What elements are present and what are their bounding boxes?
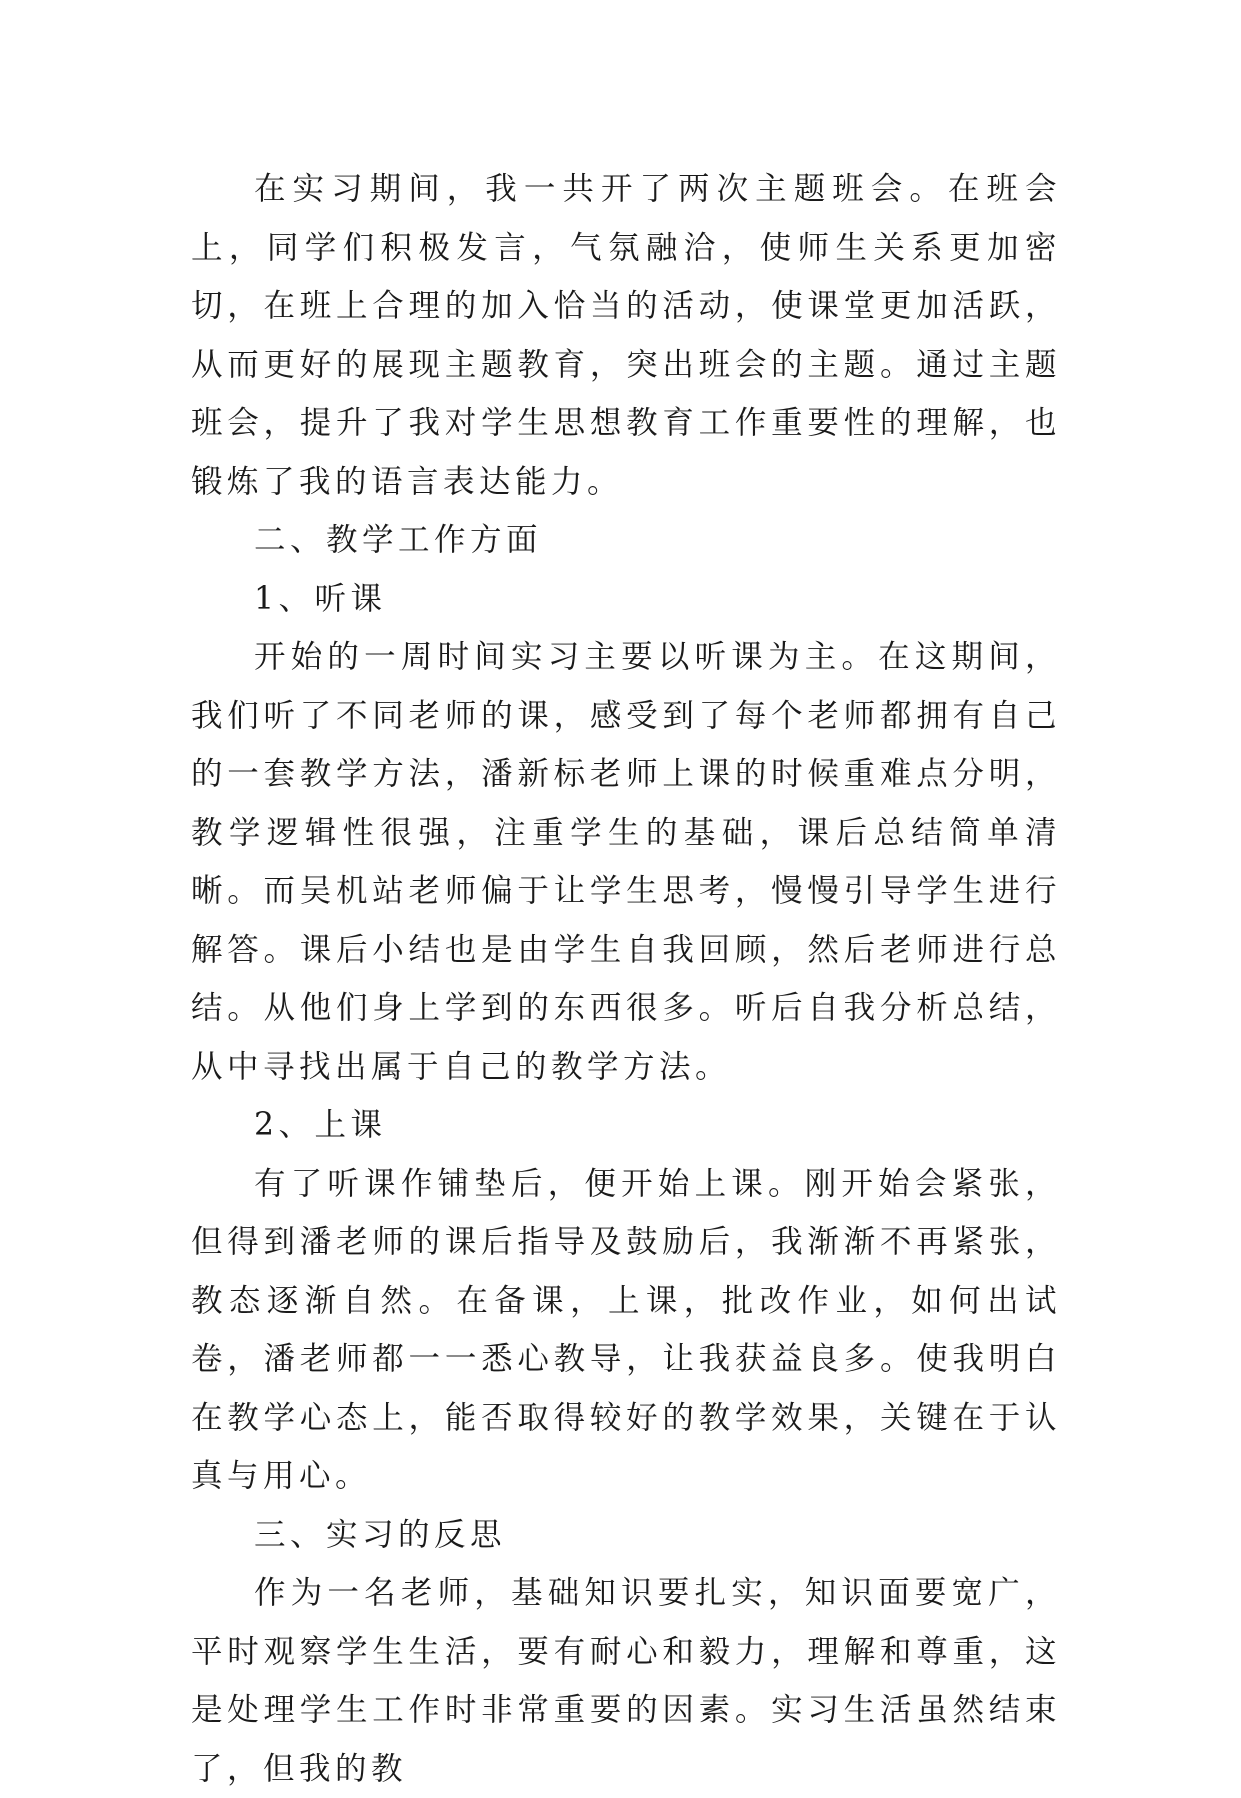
section-heading-teaching: 二、教学工作方面 xyxy=(254,522,543,558)
subheading-observing-classes: 1、听课 xyxy=(254,580,387,617)
paragraph-class-meeting: 在实习期间，我一共开了两次主题班会。在班会上，同学们积极发言，气氛融洽，使师生关系更加密切，在班上合理的加入恰当的活动，使课堂更加活跃，从而更好的展现主题教育，突出班会的主题。通过主题班会，提升了我对学生思想教育工作重要性的理解，也锻炼了我的语言表达能力。 xyxy=(191,171,1061,500)
paragraph-reflection: 作为一名老师，基础知识要扎实，知识面要宽广，平时观察学生生活，要有耐心和毅力，理解和尊重，这是处理学生工作时非常重要的因素。实习生活虽然结束了，但我的教 xyxy=(191,1575,1061,1787)
document-body xyxy=(191,160,1061,1798)
section-heading-reflection: 三、实习的反思 xyxy=(254,1516,507,1553)
paragraph-observing-classes: 开始的一周时间实习主要以听课为主。在这期间，我们听了不同老师的课，感受到了每个老师都拥有自己的一套教学方法，潘新标老师上课的时候重难点分明，教学逻辑性很强，注重学生的基础，课后总结简单清晰。而吴机站老师偏于让学生思考，慢慢引导学生进行解答。课后小结也是由学生自我回顾，然后老师进行总结。从他们身上学到的东西很多。听后自我分析总结，从中寻找出属于自己的教学方法。 xyxy=(191,639,1061,1085)
subheading-teaching-classes: 2、上课 xyxy=(254,1107,387,1143)
paragraph-teaching-classes: 有了听课作铺垫后，便开始上课。刚开始会紧张，但得到潘老师的课后指导及鼓励后，我渐渐不再紧张，教态逐渐自然。在备课，上课，批改作业，如何出试卷，潘老师都一一悉心教导，让我获益良多。使我明白在教学心态上，能否取得较好的教学效果，关键在于认真与用心。 xyxy=(191,1165,1061,1494)
